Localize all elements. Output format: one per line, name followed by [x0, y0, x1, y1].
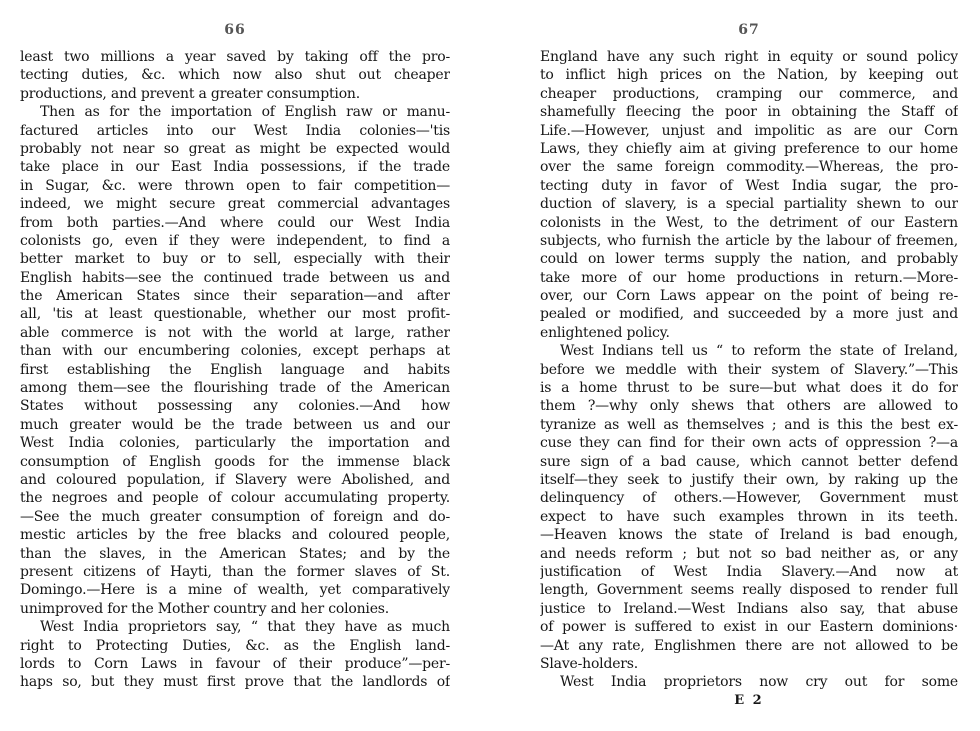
text-line: first establishing the English language and habits	[20, 361, 450, 378]
left-page-text	[20, 48, 450, 692]
text-line: haps so, but they must first prove that the landlords of	[20, 674, 450, 691]
left-page	[20, 0, 450, 731]
text-line: mestic articles by the free blacks and coloured people,	[20, 527, 450, 544]
text-line: than the slaves, in the American States; and by the	[20, 545, 450, 562]
text-line: tyranize as well as themselves ; and is this the best ex-	[540, 416, 958, 433]
text-line: among them—see the flourishing trade of the American	[20, 380, 450, 397]
text-line: itself—they seek to justify their own, by raking up the	[540, 471, 958, 488]
text-line: —Heaven knows the state of Ireland is bad enough,	[540, 527, 958, 544]
printer-signature: E 2	[734, 693, 764, 708]
page-number-right: 67	[738, 22, 760, 38]
text-line: States without possessing any colonies.—And how	[20, 398, 450, 415]
text-line: justification of West India Slavery.—And now at	[540, 563, 958, 580]
text-line: and needs reform ; but not so bad neither as, or any	[540, 545, 958, 562]
text-line: West India proprietors say, “ that they have as much	[40, 619, 450, 636]
text-line: take more of our home productions in return.—More-	[540, 269, 958, 286]
text-line: in Sugar, &c. were thrown open to fair competition—	[20, 177, 450, 194]
text-line: could on lower terms supply the nation, and probably	[540, 251, 958, 268]
text-line: expect to have such examples thrown in its teeth.	[540, 508, 958, 525]
text-line: cuse they can find for their own acts of oppression ?—a	[540, 435, 958, 452]
text-line: take place in our East India possessions, if the trade	[20, 159, 450, 176]
text-line: pealed or modified, and succeeded by a more just and	[540, 306, 958, 323]
right-page-text	[540, 48, 958, 692]
text-line: enlightened policy.	[540, 324, 670, 341]
text-line: and coloured population, if Slavery were Abolished, and	[20, 471, 450, 488]
text-line: than with our encumbering colonies, except perhaps at	[20, 343, 450, 360]
text-line: from both parties.—And where could our West India	[20, 214, 450, 231]
text-line: over the same foreign commodity.—Whereas, the pro-	[540, 159, 958, 176]
text-line: justice to Ireland.—West Indians also say, that abuse	[540, 600, 958, 617]
text-line: all, 'tis at least questionable, whether our most profit-	[20, 306, 450, 323]
text-line: unimproved for the Mother country and her colonies.	[20, 600, 390, 617]
text-line: Life.—However, unjust and impolitic as are our Corn	[540, 122, 958, 139]
text-line: England have any such right in equity or sound policy	[540, 49, 958, 65]
text-line: colonists go, even if they were independent, to find a	[20, 232, 450, 249]
text-line: consumption of English goods for the immense black	[20, 453, 450, 470]
text-line: indeed, we might secure great commercial advantages	[20, 196, 450, 213]
text-line: over, our Corn Laws appear on the point of being re-	[540, 288, 958, 305]
text-line: to inflict high prices on the Nation, by keeping out	[540, 67, 958, 84]
text-line: probably not near so great as might be expected would	[20, 140, 450, 157]
text-line: delinquency of others.—However, Government must	[540, 490, 958, 507]
text-line: lords to Corn Laws in favour of their produce”—per-	[20, 655, 450, 672]
text-line: the American States since their separation—and after	[20, 288, 450, 305]
text-line: —At any rate, Englishmen there are not allowed to be	[540, 637, 958, 654]
text-line: West India proprietors now cry out for some	[560, 674, 958, 691]
text-line: West Indians tell us “ to reform the state of Ireland,	[560, 343, 958, 360]
text-line: subjects, who furnish the article by the labour of freemen,	[540, 232, 958, 249]
text-line: productions, and prevent a greater consumption.	[20, 85, 360, 102]
text-line: English habits—see the continued trade between us and	[20, 269, 450, 286]
page-number-left: 66	[224, 22, 246, 38]
text-line: tecting duty in favor of West India sugar, the pro-	[540, 177, 958, 194]
text-line: least two millions a year saved by taking off the pro-	[20, 49, 450, 65]
text-line: of power is suffered to exist in our Eastern dominions·	[540, 619, 958, 636]
text-line: Laws, they chiefly aim at giving preference to our home	[540, 140, 958, 157]
text-line: tecting duties, &c. which now also shut out cheaper	[20, 67, 450, 84]
text-line: is a home thrust to be sure—but what does it do for	[540, 380, 958, 397]
text-line: Then as for the importation of English raw or manu-	[40, 104, 450, 121]
text-line: present citizens of Hayti, than the former slaves of St.	[20, 563, 450, 580]
text-line: right to Protecting Duties, &c. as the English land-	[20, 637, 450, 654]
text-line: the negroes and people of colour accumulating property.	[20, 490, 450, 507]
text-line: factured articles into our West India colonies—'tis	[20, 122, 450, 139]
text-line: them ?—why only shews that others are allowed to	[540, 398, 958, 415]
text-line: sure sign of a bad cause, which cannot better defend	[540, 453, 958, 470]
text-line: better market to buy or to sell, especially with their	[20, 251, 450, 268]
text-line: colonists in the West, to the detriment of our Eastern	[540, 214, 958, 231]
right-page	[540, 0, 958, 731]
text-line: before we meddle with their system of Slavery.”—This	[540, 361, 958, 378]
text-line: much greater would be the trade between us and our	[20, 416, 450, 433]
text-line: able commerce is not with the world at large, rather	[20, 324, 450, 341]
text-line: —See the much greater consumption of foreign and do-	[20, 508, 450, 525]
text-line: West India colonies, particularly the importation and	[20, 435, 450, 452]
text-line: shamefully fleecing the poor in obtaining the Staff of	[540, 104, 958, 121]
text-line: Domingo.—Here is a mine of wealth, yet comparatively	[20, 582, 450, 599]
text-line: duction of slavery, is a special partiality shewn to our	[540, 196, 958, 213]
text-line: length, Government seems really disposed to render full	[540, 582, 958, 599]
text-line: Slave-holders.	[540, 655, 639, 672]
text-line: cheaper productions, cramping our commerce, and	[540, 85, 958, 102]
